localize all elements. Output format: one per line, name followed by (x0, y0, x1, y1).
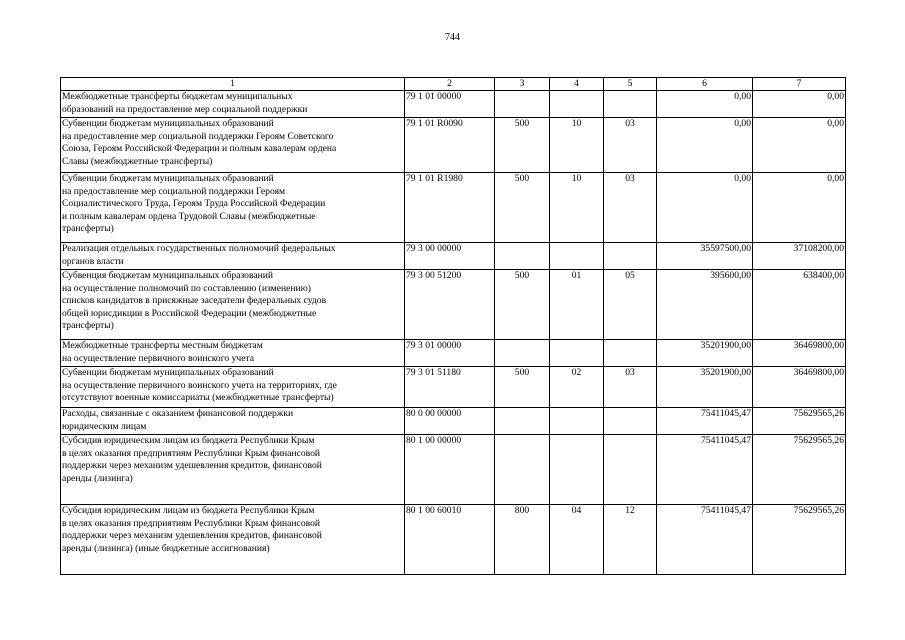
cell-subsection (604, 435, 657, 505)
cell-amount-col7: 0,00 (753, 173, 846, 243)
cell-subsection: 05 (604, 270, 657, 340)
table-row (61, 243, 846, 270)
cell-expense-type (495, 340, 550, 367)
cell-subsection: 12 (604, 505, 657, 575)
cell-amount-col7: 75629565,26 (753, 435, 846, 505)
cell-subsection (604, 91, 657, 118)
cell-code: 80 0 00 00000 (405, 408, 495, 435)
cell-expense-type: 800 (495, 505, 550, 575)
page-number: 744 (445, 32, 460, 43)
cell-subsection (604, 408, 657, 435)
cell-code: 79 1 01 R1980 (405, 173, 495, 243)
table-row (61, 340, 846, 367)
cell-amount-col7: 75629565,26 (753, 408, 846, 435)
cell-section (550, 408, 604, 435)
cell-amount-col6: 35201900,00 (657, 340, 753, 367)
cell-expense-type (495, 435, 550, 505)
cell-section: 02 (550, 367, 604, 408)
cell-amount-col6: 75411045,47 (657, 435, 753, 505)
cell-subsection (604, 340, 657, 367)
cell-subsection: 03 (604, 118, 657, 173)
table-row (61, 270, 846, 340)
cell-amount-col6: 395600,00 (657, 270, 753, 340)
header-col-5: 5 (604, 78, 657, 91)
header-col-6: 6 (657, 78, 753, 91)
cell-code: 79 3 00 51200 (405, 270, 495, 340)
header-col-3: 3 (495, 78, 550, 91)
cell-name: Межбюджетные трансферты местным бюджетам на осуществление первичного воинского учета (61, 340, 405, 367)
table-row (61, 408, 846, 435)
cell-code: 80 1 00 00000 (405, 435, 495, 505)
table-row (61, 367, 846, 408)
table-row (61, 505, 846, 575)
cell-code: 79 3 01 00000 (405, 340, 495, 367)
cell-name: Субсидия юридическим лицам из бюджета Республики Крым в целях оказания предприятиям Республики Крым финансовой поддержки через механизм удешевления кредитов, финансовой аренды (лизинга) (иные бюджетные ассигнования) (61, 505, 405, 575)
cell-amount-col7: 36469800,00 (753, 340, 846, 367)
cell-name: Субвенции бюджетам муниципальных образований на предоставление мер социальной поддержки Героям Социалистического Труда, Героям Труда Российской Федерации и полным кавалерам ордена Трудовой Славы (межбюджетные трансферты) (61, 173, 405, 243)
cell-amount-col7: 37108200,00 (753, 243, 846, 270)
header-col-7: 7 (753, 78, 846, 91)
cell-code: 80 1 00 60010 (405, 505, 495, 575)
header-col-1: 1 (61, 78, 405, 91)
cell-expense-type (495, 243, 550, 270)
cell-amount-col6: 75411045,47 (657, 408, 753, 435)
cell-amount-col7: 0,00 (753, 91, 846, 118)
table-row (61, 173, 846, 243)
header-col-4: 4 (550, 78, 604, 91)
cell-section (550, 243, 604, 270)
cell-name: Субвенция бюджетам муниципальных образований на осуществление полномочий по составлению (изменению) списков кандидатов в присяжные заседатели федеральных судов общей юрисдикции в Российской Федерации (межбюджетные трансферты) (61, 270, 405, 340)
cell-amount-col7: 638400,00 (753, 270, 846, 340)
table-body (61, 91, 846, 575)
cell-expense-type: 500 (495, 270, 550, 340)
cell-amount-col6: 35201900,00 (657, 367, 753, 408)
cell-subsection: 03 (604, 173, 657, 243)
cell-amount-col6: 0,00 (657, 91, 753, 118)
cell-name: Расходы, связанные с оказанием финансовой поддержки юридическим лицам (61, 408, 405, 435)
cell-amount-col6: 0,00 (657, 118, 753, 173)
cell-name: Субвенции бюджетам муниципальных образований на предоставление мер социальной поддержки Героям Советского Союза, Героям Российской Федерации и полным кавалерам ордена Славы (межбюджетные трансферты) (61, 118, 405, 173)
cell-expense-type: 500 (495, 173, 550, 243)
header-col-2: 2 (405, 78, 495, 91)
cell-section: 10 (550, 118, 604, 173)
cell-amount-col6: 35597500,00 (657, 243, 753, 270)
cell-amount-col7: 0,00 (753, 118, 846, 173)
cell-expense-type (495, 91, 550, 118)
cell-section: 10 (550, 173, 604, 243)
cell-subsection: 03 (604, 367, 657, 408)
table-row (61, 91, 846, 118)
cell-amount-col7: 36469800,00 (753, 367, 846, 408)
budget-table (60, 77, 846, 575)
cell-name: Реализация отдельных государственных полномочий федеральных органов власти (61, 243, 405, 270)
cell-expense-type: 500 (495, 367, 550, 408)
cell-code: 79 1 01 00000 (405, 91, 495, 118)
cell-section (550, 340, 604, 367)
cell-amount-col6: 0,00 (657, 173, 753, 243)
cell-expense-type (495, 408, 550, 435)
cell-code: 79 3 01 51180 (405, 367, 495, 408)
cell-amount-col7: 75629565,26 (753, 505, 846, 575)
cell-name: Межбюджетные трансферты бюджетам муниципальных образований на предоставление мер социальной поддержки (61, 91, 405, 118)
header-row (61, 78, 846, 91)
cell-code: 79 1 01 R0090 (405, 118, 495, 173)
cell-name: Субсидия юридическим лицам из бюджета Республики Крым в целях оказания предприятиям Республики Крым финансовой поддержки через механизм удешевления кредитов, финансовой аренды (лизинга) (61, 435, 405, 505)
cell-name: Субвенции бюджетам муниципальных образований на осуществление первичного воинского учета на территориях, где отсутствуют военные комиссариаты (межбюджетные трансферты) (61, 367, 405, 408)
cell-expense-type: 500 (495, 118, 550, 173)
cell-amount-col6: 75411045,47 (657, 505, 753, 575)
cell-section: 01 (550, 270, 604, 340)
cell-subsection (604, 243, 657, 270)
cell-code: 79 3 00 00000 (405, 243, 495, 270)
cell-section (550, 435, 604, 505)
cell-section: 04 (550, 505, 604, 575)
cell-section (550, 91, 604, 118)
table-row (61, 435, 846, 505)
table-row (61, 118, 846, 173)
